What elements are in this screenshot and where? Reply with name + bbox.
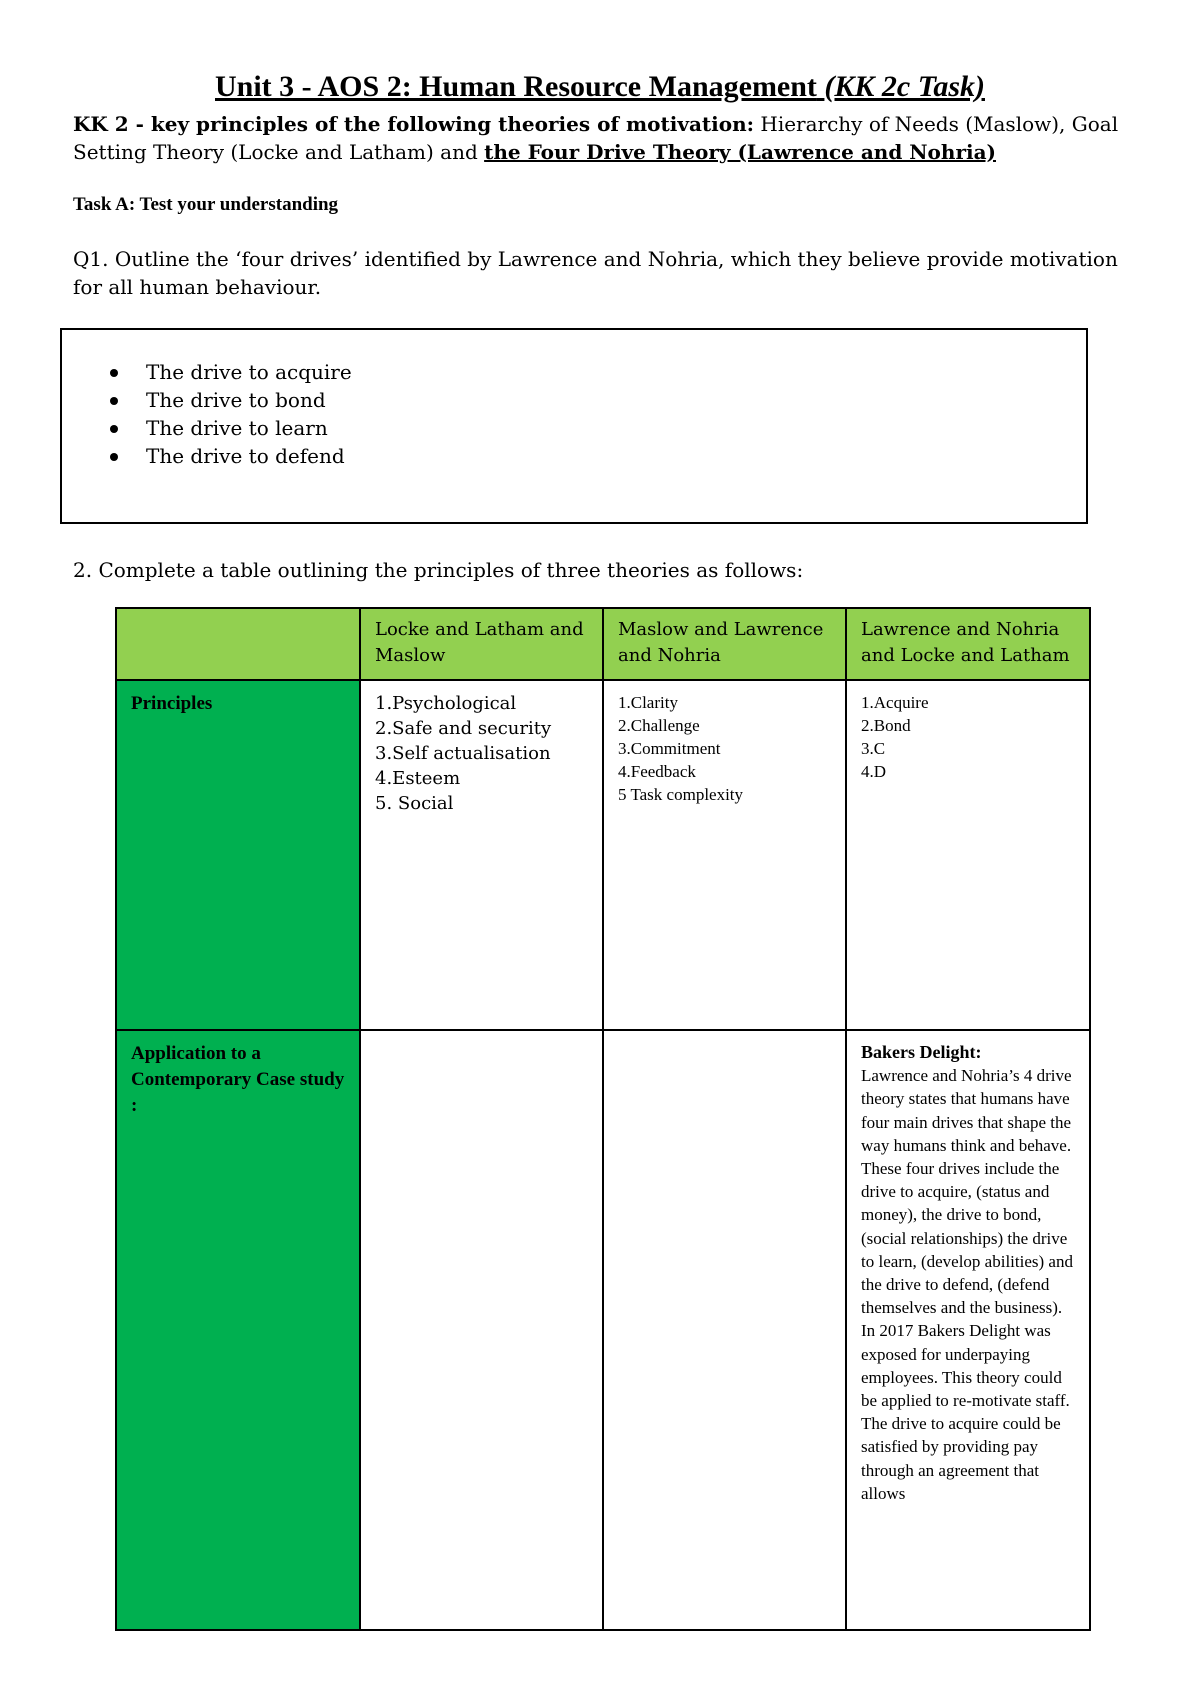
header-cell-empty — [116, 608, 360, 680]
answer-box — [60, 328, 1088, 524]
bullet-icon — [110, 369, 118, 377]
case-study-title: Bakers Delight: — [861, 1042, 982, 1062]
application-cell — [360, 1030, 603, 1630]
row-label-application: Application to a Contemporary Case study : — [116, 1030, 360, 1630]
question-2: 2. Complete a table outlining the principles of three theories as follows: — [73, 558, 804, 582]
list-item: 2.Challenge — [618, 716, 700, 735]
case-study-text — [861, 1041, 1075, 1619]
list-item — [110, 442, 352, 470]
list-item: 3.Commitment — [618, 739, 721, 758]
row-label-principles: Principles — [116, 680, 360, 1030]
bullet-icon — [110, 425, 118, 433]
list-item: 1.Acquire — [861, 693, 929, 712]
table-row-application — [116, 1030, 1090, 1630]
principles-cell — [603, 680, 846, 1030]
table-header-row — [116, 608, 1090, 680]
header-cell: Locke and Latham and Maslow — [360, 608, 603, 680]
answer-text: The drive to acquire — [146, 360, 352, 384]
bullet-icon — [110, 397, 118, 405]
list-item: 4.Esteem — [375, 768, 461, 789]
table-row-principles — [116, 680, 1090, 1030]
question-1: Q1. Outline the ‘four drives’ identified by Lawrence and Nohria, which they believe provide motivation for all human behaviour. — [73, 247, 1118, 299]
title-main: Unit 3 - AOS 2: Human Resource Management — [215, 70, 817, 103]
list-item: 2.Safe and security — [375, 718, 552, 739]
application-cell — [846, 1030, 1090, 1630]
list-item: 5. Social — [375, 793, 454, 814]
principles-cell — [360, 680, 603, 1030]
list-item: 4.Feedback — [618, 762, 696, 781]
list-item: 2.Bond — [861, 716, 911, 735]
list-item: 5 Task complexity — [618, 785, 744, 804]
answer-text: The drive to defend — [146, 444, 345, 468]
principles-list — [618, 691, 831, 806]
list-item: 3.C — [861, 739, 886, 758]
task-a-heading: Task A: Test your understanding — [73, 194, 339, 215]
answer-list — [110, 358, 352, 470]
list-item: 4.D — [861, 762, 887, 781]
list-item — [110, 358, 352, 386]
page-title — [0, 70, 1200, 104]
list-item: 1.Clarity — [618, 693, 678, 712]
intro-lead-text: Hierarchy of Needs (Maslow), Goal Setting Theory (Locke and Latham) and — [73, 112, 1119, 164]
list-item — [110, 386, 352, 414]
answer-text: The drive to bond — [146, 388, 326, 412]
list-item: 1.Psychological — [375, 693, 517, 714]
principles-list — [375, 691, 588, 816]
answer-text: The drive to learn — [146, 416, 328, 440]
intro-paragraph — [73, 110, 1133, 166]
list-item — [110, 414, 352, 442]
theories-table — [115, 607, 1091, 1631]
application-cell — [603, 1030, 846, 1630]
header-cell: Maslow and Lawrence and Nohria — [603, 608, 846, 680]
principles-cell — [846, 680, 1090, 1030]
principles-list — [861, 691, 1075, 783]
case-study-body: Lawrence and Nohria’s 4 drive theory states that humans have four main drives that shape the way humans think and behave. These four drives include the drive to acquire, (status and money), the drive to bond, (social relationships) the drive to learn, (develop abilities) and the drive to defend, (defend themselves and the business). In 2017 Bakers Delight was exposed for underpaying employees. This theory could be applied to re-motivate staff. The drive to acquire could be satisfied by providing pay through an agreement that allows — [861, 1066, 1073, 1503]
intro-lead-bold: KK 2 - key principles of the following theories of motivation: — [73, 112, 755, 136]
bullet-icon — [110, 453, 118, 461]
title-task: (KK 2c Task) — [824, 70, 985, 103]
list-item: 3.Self actualisation — [375, 743, 551, 764]
header-cell: Lawrence and Nohria and Locke and Latham — [846, 608, 1090, 680]
intro-lead-underlined: the Four Drive Theory (Lawrence and Nohria) — [484, 140, 996, 164]
